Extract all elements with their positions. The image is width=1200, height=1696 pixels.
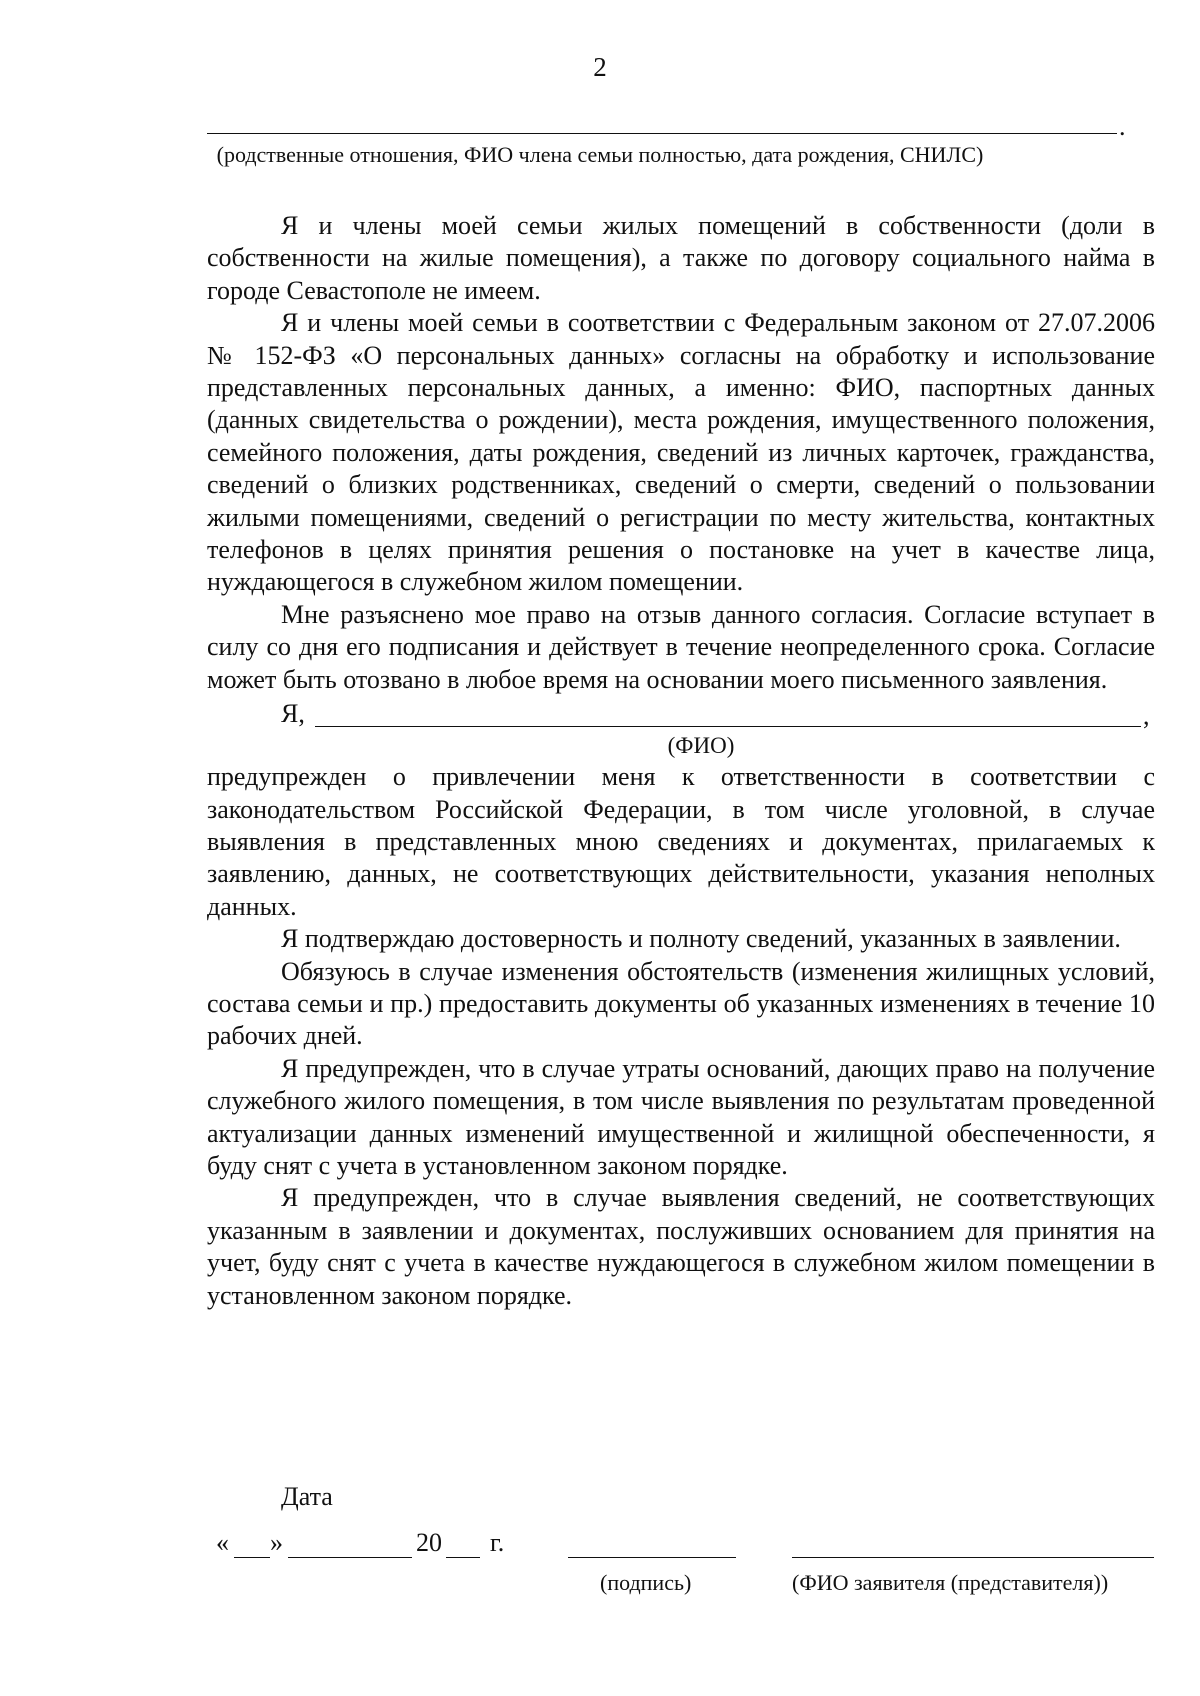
family-member-blank-line bbox=[207, 133, 1117, 134]
applicant-name-line bbox=[207, 698, 1155, 730]
paragraph-confirm-accuracy: Я подтверждаю достоверность и полноту сведений, указанных в заявлении. bbox=[281, 924, 1121, 954]
month-blank bbox=[288, 1557, 412, 1558]
paragraph-false-info-warning: Я предупрежден, что в случае выявления сведений, не соответствующих указанным в заявлении и документах, послуживших основанием для принятия на учет, буду снят с учета в качестве нуждающегося в служебном жилом помещении в установленном законом порядке. bbox=[207, 1183, 1155, 1310]
applicant-fio-caption: (ФИО заявителя (представителя)) bbox=[792, 1570, 1109, 1595]
date-open-quote: « bbox=[216, 1528, 229, 1557]
year-suffix: г. bbox=[490, 1528, 505, 1557]
day-blank bbox=[234, 1557, 270, 1558]
paragraph-deregistration-warning: Я предупрежден, что в случае утраты оснований, дающих право на получение служебного жилого помещения, в том числе выявления по результатам проведенной актуализации данных изменений имущественной и жилищной обеспеченности, я буду снят с учета в установленном законом порядке. bbox=[207, 1053, 1155, 1180]
applicant-name-caption: (ФИО) bbox=[667, 733, 735, 759]
applicant-name-label: Я, bbox=[281, 699, 305, 729]
applicant-name-blank bbox=[315, 726, 1141, 727]
signature-caption: (подпись) bbox=[600, 1570, 692, 1595]
paragraph-no-housing: Я и члены моей семьи жилых помещений в собственности (доли в собственности на жилые помещения), а также по договору социального найма в городе Севастополе не имеем. bbox=[207, 211, 1155, 305]
page-number: 2 bbox=[593, 52, 607, 82]
family-member-line-end: . bbox=[1119, 112, 1126, 141]
date-label: Дата bbox=[281, 1482, 333, 1511]
date-signature-row bbox=[216, 1528, 1176, 1568]
year-prefix: 20 bbox=[416, 1528, 442, 1557]
family-member-caption: (родственные отношения, ФИО члена семьи полностью, дата рождения, СНИЛС) bbox=[216, 142, 984, 167]
applicant-fio-blank bbox=[792, 1557, 1154, 1558]
applicant-name-comma: , bbox=[1143, 701, 1150, 731]
document-body bbox=[207, 210, 1155, 1312]
paragraph-change-obligation: Обязуюсь в случае изменения обстоятельств (изменения жилищных условий, состава семьи и пр.) предоставить документы об указанных изменениях в течение 10 рабочих дней. bbox=[207, 956, 1155, 1051]
paragraph-personal-data-consent: Я и члены моей семьи в соответствии с Федеральным законом от 27.07.2006 № 152-ФЗ «О персональных данных» согласны на обработку и использование представленных персональных данных, а именно: ФИО, паспортных данных (данных свидетельства о рождении), места рождения, имущественного положения, семейного положения, даты рождения, сведений из личных карточек, гражданства, сведений о близких родственниках, сведений о смерти, сведений о пользовании жилыми помещениями, сведений о регистрации по месту жительства, контактных телефонов в целях принятия решения о постановке на учет в качестве лица, нуждающегося в служебном жилом помещении. bbox=[207, 308, 1155, 597]
signature-blank bbox=[568, 1557, 736, 1558]
paragraph-consent-revocation: Мне разъяснено мое право на отзыв данного согласия. Согласие вступает в силу со дня его подписания и действует в течение неопределенного срока. Согласие может быть отозвано в любое время на основании моего письменного заявления. bbox=[207, 599, 1155, 694]
paragraph-liability-warning: предупрежден о привлечении меня к ответственности в соответствии с законодательством Российской Федерации, в том числе уголовной, в случае выявления в представленных мною сведениях и документах, прилагаемых к заявлению, данных, не соответствующих действительности, указания неполных данных. bbox=[207, 762, 1155, 921]
date-close-quote: » bbox=[270, 1528, 283, 1557]
year-blank bbox=[446, 1557, 480, 1558]
